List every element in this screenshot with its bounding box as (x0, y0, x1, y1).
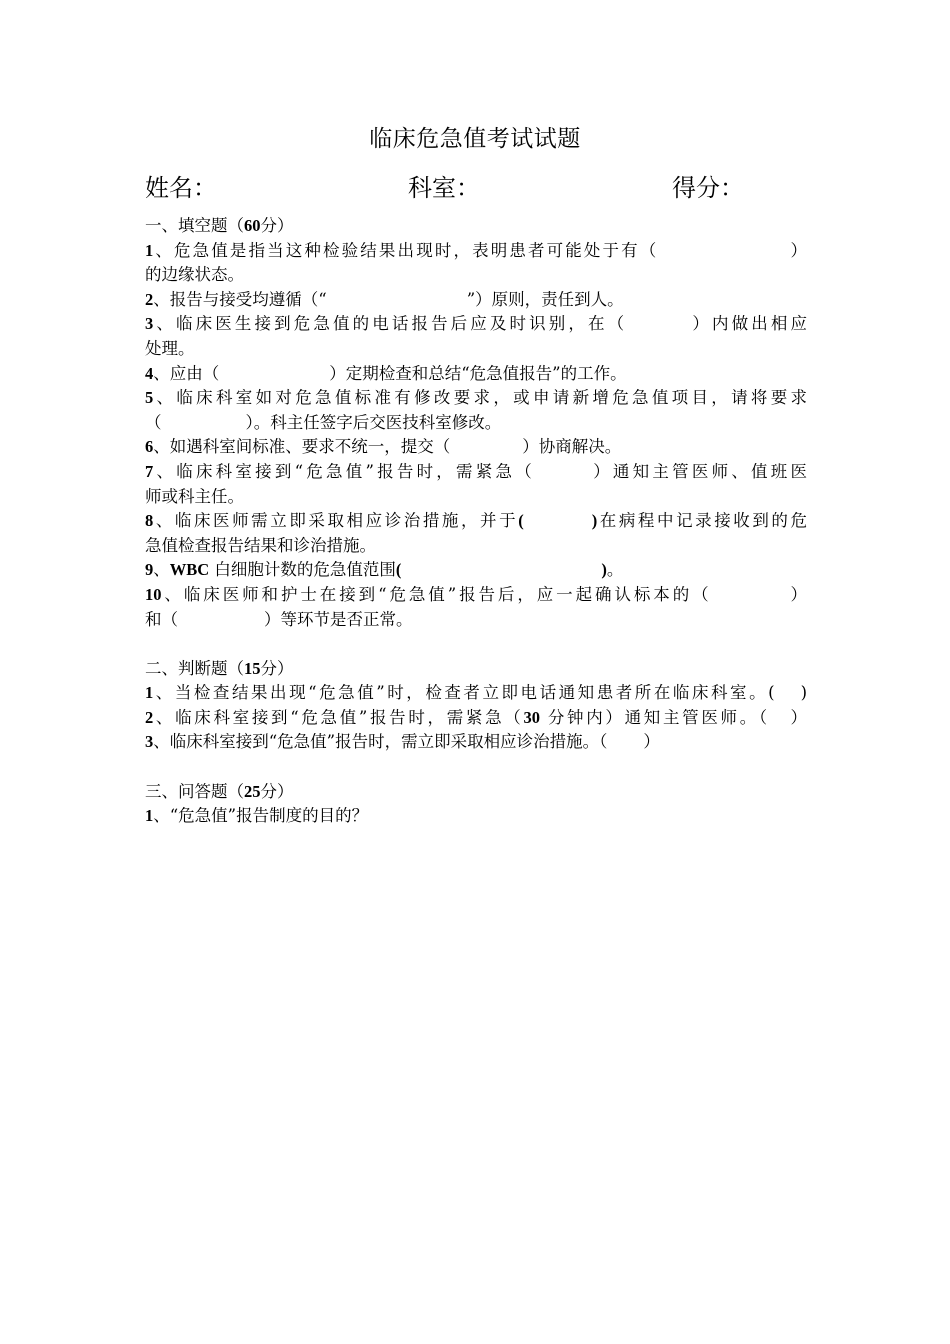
fill-question-6: 6、如遇科室间标准、要求不统一，提交（ ）协商解决。 (145, 437, 622, 457)
info-row (145, 168, 810, 202)
fill-question-4: 4、应由（ ）定期检查和总结“危急值报告”的工作。 (145, 363, 627, 383)
fill-question-3-cont: 处理。 (145, 338, 195, 358)
fill-question-7-cont: 师或科主任。 (145, 486, 244, 506)
judge-question-2: 2、临床科室接到“危急值”报告时，需紧急（30 分钟内）通知主管医师。（ ） (145, 707, 808, 727)
department-label: 科室： (408, 174, 480, 202)
exam-content (145, 214, 807, 829)
fill-question-7: 7、临床科室接到“危急值”报告时，需紧急（ ）通知主管医师、值班医 (145, 461, 808, 481)
section-fill-heading: 一、填空题（60分） (145, 216, 294, 235)
fill-question-3: 3、临床医生接到危急值的电话报告后应及时识别，在（ ）内做出相应 (145, 314, 808, 334)
name-label: 姓名： (145, 174, 217, 202)
fill-question-10: 10、临床医师和护士在接到“危急值”报告后，应一起确认标本的（ ） (145, 584, 808, 604)
judge-question-1: 1、当检查结果出现“危急值”时，检查者立即电话通知患者所在临床科室。( ) (145, 683, 807, 703)
fill-question-8: 8、临床医师需立即采取相应诊治措施，并于( )在病程中记录接收到的危 (145, 511, 808, 531)
fill-question-8-cont: 急值检查报告结果和诊治措施。 (145, 535, 376, 555)
fill-question-2: 2、报告与接受均遵循（“ ”）原则，责任到人。 (145, 289, 624, 309)
fill-question-1-cont: 的边缘状态。 (145, 265, 244, 285)
fill-question-5: 5、临床科室如对危急值标准有修改要求，或申请新增危急值项目，请将要求 (145, 388, 807, 408)
fill-question-5-cont: （ ）。科主任签字后交医技科室修改。 (145, 412, 502, 432)
fill-question-9: 9、WBC 白细胞计数的危急值范围( )。 (145, 560, 624, 580)
judge-question-3: 3、临床科室接到“危急值”报告时，需立即采取相应诊治措施。（ ） (145, 732, 660, 752)
section-judge-heading: 二、判断题（15分） (145, 658, 294, 678)
score-label: 得分： (672, 174, 744, 202)
qa-question-1: 1、“危急值”报告制度的目的？ (145, 806, 369, 826)
fill-question-1: 1、危急值是指当这种检验结果出现时，表明患者可能处于有（ ） (145, 240, 808, 260)
fill-question-10-cont: 和（ ）等环节是否正常。 (145, 609, 413, 629)
page-title: 临床危急值考试试题 (369, 126, 581, 152)
section-qa-heading: 三、问答题（25分） (145, 781, 294, 801)
